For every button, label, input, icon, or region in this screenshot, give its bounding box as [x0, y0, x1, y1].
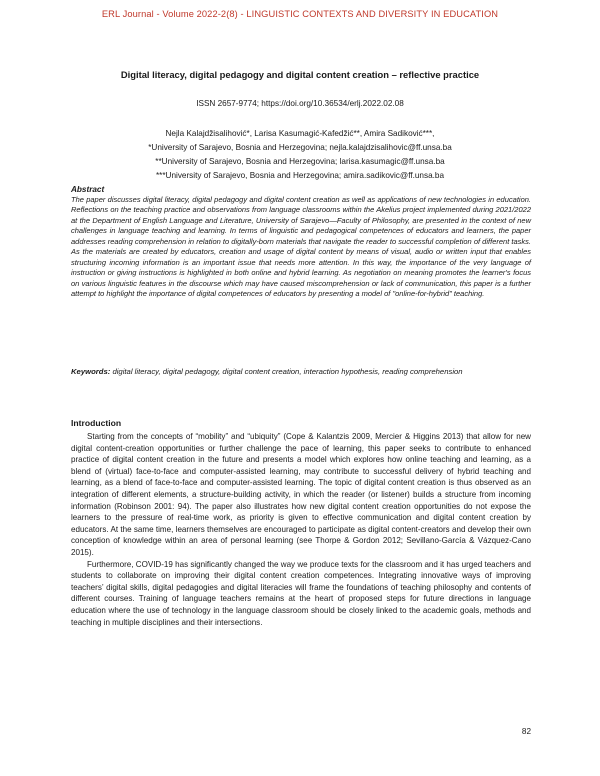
- issn-doi-line: ISSN 2657-9774; https://doi.org/10.36534/erlj.2022.02.08: [196, 99, 404, 108]
- author-block: [60, 127, 540, 183]
- affiliation-2: **University of Sarajevo, Bosnia and Herzegovina; larisa.kasumagic@ff.unsa.ba: [155, 157, 445, 166]
- section-heading-introduction: Introduction: [71, 418, 122, 428]
- affiliation-1: *University of Sarajevo, Bosnia and Herzegovina; nejla.kalajdzisalihovic@ff.unsa.ba: [148, 143, 452, 152]
- page-number: 82: [521, 727, 531, 736]
- keywords-label: Keywords:: [71, 367, 111, 376]
- paper-title: Digital literacy, digital pedagogy and digital content creation – reflective practice: [120, 69, 480, 80]
- affiliation-3: ***University of Sarajevo, Bosnia and Herzegovina; amira.sadikovic@ff.unsa.ba: [155, 171, 445, 180]
- introduction-body: [71, 431, 531, 628]
- keywords-list: digital literacy, digital pedagogy, digital content creation, interaction hypothesis, reading comprehension: [110, 367, 463, 376]
- keywords: [71, 367, 531, 378]
- paragraph: Furthermore, COVID-19 has significantly changed the way we produce texts for the classroom and it has urged teachers and students to collaborate on improving their digital content creation competences. Integrating innovative ways of improving teachers’ digital skills, digital pedagogies and digital literacies will frame the foundations of teaching philosophy and contents of different courses. Training of language teachers remains at the heart of proposed steps for future directions in language education where the use of technology in the language classroom should be closely linked to the academic goals, methods and teaching in multiple disciplines and their intersections.: [71, 559, 531, 627]
- abstract-heading: Abstract: [71, 185, 105, 194]
- paragraph: Starting from the concepts of “mobility” and “ubiquity” (Cope & Kalantzis 2009, Mercier & Higgins 2013) that allow for new digital content-creation opportunities or further challenge the pace of learning, this paper seeks to contribute to enhanced practice of digital content creation in the future and presents a model which explores how online teaching and learning, as a blend of (virtual) face-to-face and computer-assisted learning, may contribute to successful delivery of hybrid teaching and learning, as a blend of face-to-face and computer-assisted learning. The topic of digital content creation is thus observed as an integration of different elements, a structure-building activity, in which the reader (or listener) builds a structure from incoming information (Robinson 2001: 94). The paper also illustrates how new digital content creation opportunities do not expose the learners to the pressure of real-time work, as priority is given to effective communication and digital content creation by educators. At the same time, learners themselves are encouraged to participate as digital content-creators and develop their own conception of knowledge within an area of personal learning (see Thorpe & Gordon 2012; Sevillano-García & Vázquez-Cano 2015).: [71, 432, 531, 557]
- running-header: ERL Journal - Volume 2022-2(8) - LINGUISTIC CONTEXTS AND DIVERSITY IN EDUCATION: [101, 9, 499, 19]
- author-names: Nejla Kalajdžisalihović*, Larisa Kasumagić-Kafedžić**, Amira Sadiković***,: [165, 129, 435, 138]
- abstract-text: The paper discusses digital literacy, digital pedagogy and digital content creation as well as applications of new technologies in education. Reflections on the teaching practice and observations from language classrooms within the Akelius project implemented during 2021/2022 at the Department of English Language and Literature, University of Sarajevo—Faculty of Philosophy, are presented in the context of new challenges in language teaching and learning. In terms of linguistic and pedagogical competences of educators and learners, the paper addresses reading comprehension in relation to digitally-born materials that navigate the reader to successful completion of different tasks. As the materials are created by educators, creation and usage of digital content by means of visual, audio or written input that enables structuring incoming information is an important issue that needs more attention. In this way, the importance of the very language of instruction or giving instructions is highlighted in both online and hybrid learning. As negotiation on meaning promotes the learner's focus on various linguistic features in the discourse which may have caused miscomprehension or lack of communication, this paper is a further attempt to highlight the importance of digital competences of educators by presenting a model of "online-for-hybrid" teaching.: [71, 195, 531, 299]
